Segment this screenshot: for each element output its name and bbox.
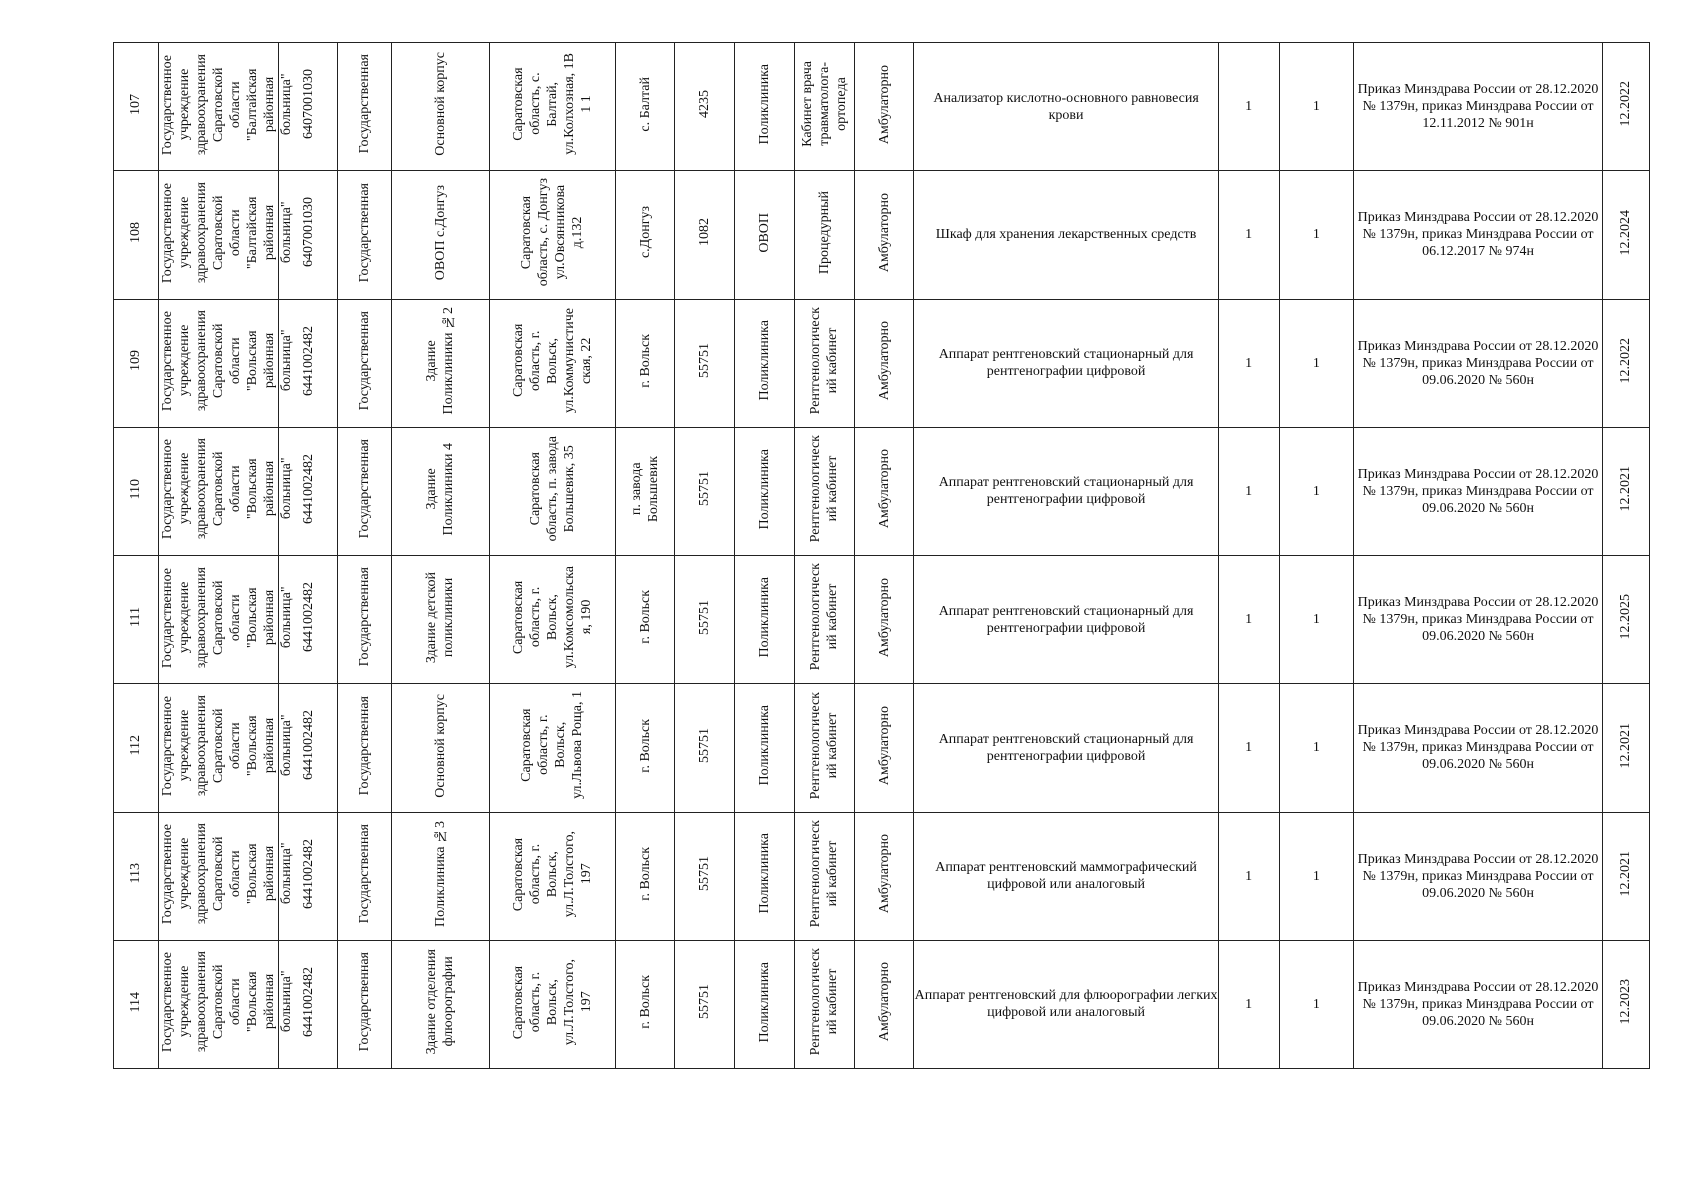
equipment-text: Аппарат рентгеновский стационарный для рентгенографии цифровой <box>938 347 1194 380</box>
ownership-text: Государственная <box>356 823 372 924</box>
cell-care <box>854 684 914 812</box>
room-text: Рентгенологическ ий кабинет <box>808 948 841 1056</box>
care-text: Амбулаторно <box>876 192 892 272</box>
care-text: Амбулаторно <box>876 962 892 1042</box>
equipment-text: Аппарат рентгеновский для флюорографии легких цифровой или аналоговый <box>914 988 1218 1021</box>
cell-address <box>489 299 615 427</box>
cell-room <box>794 812 854 940</box>
care-text: Амбулаторно <box>876 64 892 144</box>
num-text: 113 <box>128 863 144 884</box>
unit-type-text: Поликлиника <box>757 576 773 658</box>
cell-date <box>1602 299 1649 427</box>
cell-room <box>794 43 854 171</box>
cell-qty-plan <box>1279 427 1354 555</box>
inn-text: 6441002482 <box>300 838 316 909</box>
qty-plan-text: 1 <box>1312 868 1320 884</box>
order-text: Приказ Минздрава России от 28.12.2020 № 1379н, приказ Минздрава России от 09.06.2020 № 560н <box>1357 979 1599 1029</box>
cell-qty-plan <box>1279 299 1354 427</box>
org-text: Государственное учреждение здравоохранения Саратовской области "Балтайская районная больница" <box>159 181 294 283</box>
cell-ownership <box>338 43 391 171</box>
date-text: 12.2021 <box>1618 466 1634 512</box>
cell-population <box>675 299 735 427</box>
building-text: Здание Поликлиники 4 <box>424 442 457 536</box>
org-text: Государственное учреждение здравоохранения Саратовской области "Вольская районная больница" <box>159 566 294 668</box>
org-text: Государственное учреждение здравоохранения Саратовской области "Вольская районная больница" <box>159 694 294 796</box>
qty-plan-text: 1 <box>1312 996 1320 1012</box>
locality-text: г. Вольск <box>637 975 653 1029</box>
cell-num <box>114 43 159 171</box>
date-text: 12.2024 <box>1618 209 1634 256</box>
num-text: 111 <box>128 607 144 628</box>
cell-unit-type <box>735 171 795 299</box>
table-row <box>114 684 1650 812</box>
num-text: 107 <box>128 93 144 115</box>
cell-ownership <box>338 684 391 812</box>
num-text: 112 <box>128 735 144 756</box>
care-text: Амбулаторно <box>876 321 892 401</box>
date-text: 12.2022 <box>1618 81 1634 127</box>
cell-care <box>854 812 914 940</box>
cell-num <box>114 940 159 1068</box>
equipment-text: Аппарат рентгеновский маммографический цифровой или аналоговый <box>935 860 1197 893</box>
order-text: Приказ Минздрава России от 28.12.2020 № 1379н, приказ Минздрава России от 09.06.2020 № 560н <box>1357 466 1599 516</box>
qty-plan-text: 1 <box>1312 612 1320 628</box>
table-row <box>114 299 1650 427</box>
table-row <box>114 940 1650 1068</box>
cell-equipment <box>914 684 1218 812</box>
table-row <box>114 812 1650 940</box>
cell-date <box>1602 171 1649 299</box>
room-text: Рентгенологическ ий кабинет <box>808 306 841 415</box>
cell-order <box>1354 684 1603 812</box>
order-text: Приказ Минздрава России от 28.12.2020 № 1379н, приказ Минздрава России от 09.06.2020 № 560н <box>1357 851 1599 901</box>
cell-qty-need <box>1218 43 1279 171</box>
cell-unit-type <box>735 684 795 812</box>
cell-room <box>794 556 854 684</box>
room-text: Рентгенологическ ий кабинет <box>808 819 841 928</box>
cell-org <box>158 812 294 940</box>
room-text: Процедурный <box>816 190 832 274</box>
cell-num <box>114 171 159 299</box>
locality-text: г. Вольск <box>637 590 653 644</box>
cell-room <box>794 171 854 299</box>
cell-building <box>391 427 489 555</box>
address-text: Саратовская область, г. Вольск, ул.Львова Роща, 1 <box>519 691 586 800</box>
population-text: 55751 <box>697 471 713 507</box>
cell-num <box>114 812 159 940</box>
cell-qty-need <box>1218 940 1279 1068</box>
num-text: 108 <box>128 221 144 243</box>
qty-plan-text: 1 <box>1312 483 1320 499</box>
qty-plan-text: 1 <box>1312 740 1320 756</box>
building-text: Здание детской поликлиники <box>424 571 457 663</box>
cell-care <box>854 171 914 299</box>
cell-qty-need <box>1218 299 1279 427</box>
order-text: Приказ Минздрава России от 28.12.2020 № 1379н, приказ Минздрава России от 09.06.2020 № 560н <box>1357 595 1599 645</box>
building-text: Здание отделения флюорографии <box>424 949 457 1055</box>
unit-type-text: Поликлиника <box>757 833 773 914</box>
unit-type-text: Поликлиника <box>757 448 773 530</box>
org-text: Государственное учреждение здравоохранения Саратовской области "Балтайская районная больница" <box>159 53 294 155</box>
cell-locality <box>615 299 675 427</box>
cell-org <box>158 43 294 171</box>
locality-text: г. Вольск <box>637 333 653 388</box>
cell-equipment <box>914 299 1218 427</box>
unit-type-text: ОВОП <box>757 212 773 253</box>
date-text: 12.2021 <box>1618 850 1634 897</box>
cell-ownership <box>338 556 391 684</box>
cell-date <box>1602 940 1649 1068</box>
equipment-text: Аппарат рентгеновский стационарный для рентгенографии цифровой <box>938 603 1194 636</box>
room-text: Рентгенологическ ий кабинет <box>808 435 841 543</box>
locality-text: г. Вольск <box>637 846 653 901</box>
table-body <box>114 43 1650 1069</box>
address-text: Саратовская область, с. Донгуз ул.Овсянникова д.132 <box>519 178 586 287</box>
cell-equipment <box>914 556 1218 684</box>
ownership-text: Государственная <box>356 952 372 1052</box>
cell-ownership <box>338 812 391 940</box>
qty-need-text: 1 <box>1245 996 1253 1012</box>
care-text: Амбулаторно <box>876 577 892 657</box>
date-text: 12.2022 <box>1618 337 1634 384</box>
order-text: Приказ Минздрава России от 28.12.2020 № 1379н, приказ Минздрава России от 12.11.2012 № 901н <box>1357 82 1599 132</box>
cell-qty-need <box>1218 684 1279 812</box>
qty-plan-text: 1 <box>1312 355 1320 371</box>
unit-type-text: Поликлиника <box>757 63 773 145</box>
population-text: 1082 <box>697 218 713 247</box>
cell-qty-need <box>1218 171 1279 299</box>
cell-care <box>854 43 914 171</box>
unit-type-text: Поликлиника <box>757 705 773 786</box>
population-text: 55751 <box>697 343 713 379</box>
unit-type-text: Поликлиника <box>757 961 773 1043</box>
equipment-table <box>113 42 1650 1069</box>
cell-population <box>675 812 735 940</box>
cell-date <box>1602 684 1649 812</box>
inn-text: 6441002482 <box>300 582 316 653</box>
qty-need-text: 1 <box>1245 740 1253 756</box>
cell-qty-need <box>1218 427 1279 555</box>
population-text: 55751 <box>697 599 713 635</box>
equipment-text: Аппарат рентгеновский стационарный для рентгенографии цифровой <box>938 731 1194 764</box>
cell-address <box>489 556 615 684</box>
cell-unit-type <box>735 43 795 171</box>
cell-building <box>391 299 489 427</box>
qty-need-text: 1 <box>1245 483 1253 499</box>
cell-qty-plan <box>1279 812 1354 940</box>
cell-equipment <box>914 43 1218 171</box>
ownership-text: Государственная <box>356 182 372 283</box>
equipment-text: Аппарат рентгеновский стационарный для рентгенографии цифровой <box>938 475 1194 508</box>
cell-num <box>114 684 159 812</box>
population-text: 55751 <box>697 984 713 1020</box>
room-text: Рентгенологическ ий кабинет <box>808 563 841 671</box>
locality-text: с.Донгуз <box>637 206 653 259</box>
cell-equipment <box>914 427 1218 555</box>
cell-building <box>391 556 489 684</box>
cell-locality <box>615 812 675 940</box>
cell-building <box>391 812 489 940</box>
table-row <box>114 556 1650 684</box>
cell-address <box>489 940 615 1068</box>
address-text: Саратовская область, г. Вольск, ул.Коммунистиче ская, 22 <box>510 308 594 414</box>
cell-qty-plan <box>1279 43 1354 171</box>
table-row <box>114 43 1650 171</box>
building-text: Основной корпус <box>432 693 448 798</box>
date-text: 12.2025 <box>1618 594 1634 640</box>
equipment-text: Шкаф для хранения лекарственных средств <box>935 227 1197 243</box>
cell-org <box>158 556 294 684</box>
cell-num <box>114 556 159 684</box>
cell-org <box>158 427 294 555</box>
cell-unit-type <box>735 427 795 555</box>
table-row <box>114 171 1650 299</box>
inn-text: 6441002482 <box>300 966 316 1037</box>
cell-room <box>794 684 854 812</box>
cell-date <box>1602 556 1649 684</box>
cell-population <box>675 556 735 684</box>
cell-unit-type <box>735 812 795 940</box>
address-text: Саратовская область, г. Вольск, ул.Л.Толстого, 197 <box>510 958 594 1045</box>
inn-text: 6441002482 <box>300 325 316 396</box>
cell-num <box>114 427 159 555</box>
cell-locality <box>615 171 675 299</box>
cell-org <box>158 299 294 427</box>
cell-org <box>158 940 294 1068</box>
population-text: 55751 <box>697 727 713 763</box>
cell-num <box>114 299 159 427</box>
qty-plan-text: 1 <box>1312 99 1320 115</box>
building-text: ОВОП с.Донгуз <box>432 184 448 280</box>
address-text: Саратовская область, с. Балтай, ул.Колхозная, 1В 1 1 <box>510 53 594 156</box>
locality-text: г. Вольск <box>637 718 653 773</box>
locality-text: п. завода Большевик <box>629 455 662 522</box>
num-text: 110 <box>128 478 144 500</box>
cell-building <box>391 43 489 171</box>
num-text: 109 <box>128 350 144 372</box>
cell-unit-type <box>735 299 795 427</box>
cell-qty-plan <box>1279 171 1354 299</box>
org-text: Государственное учреждение здравоохранения Саратовской области "Вольская районная больница" <box>159 310 294 412</box>
room-text: Рентгенологическ ий кабинет <box>808 691 841 800</box>
unit-type-text: Поликлиника <box>757 320 773 401</box>
cell-population <box>675 684 735 812</box>
order-text: Приказ Минздрава России от 28.12.2020 № 1379н, приказ Минздрава России от 09.06.2020 № 560н <box>1357 338 1599 388</box>
ownership-text: Государственная <box>356 695 372 796</box>
cell-equipment <box>914 940 1218 1068</box>
cell-ownership <box>338 299 391 427</box>
cell-qty-plan <box>1279 684 1354 812</box>
qty-need-text: 1 <box>1245 355 1253 371</box>
cell-locality <box>615 43 675 171</box>
cell-unit-type <box>735 556 795 684</box>
cell-locality <box>615 940 675 1068</box>
cell-locality <box>615 684 675 812</box>
num-text: 114 <box>128 991 144 1013</box>
ownership-text: Государственная <box>356 439 372 539</box>
cell-ownership <box>338 171 391 299</box>
ownership-text: Государственная <box>356 310 372 411</box>
cell-care <box>854 556 914 684</box>
qty-need-text: 1 <box>1245 99 1253 115</box>
cell-qty-plan <box>1279 940 1354 1068</box>
cell-order <box>1354 299 1603 427</box>
cell-address <box>489 427 615 555</box>
inn-text: 6407001030 <box>300 197 316 268</box>
date-text: 12.2023 <box>1618 979 1634 1025</box>
room-text: Кабинет врача травматолога- ортопеда <box>799 61 849 148</box>
order-text: Приказ Минздрава России от 28.12.2020 № 1379н, приказ Минздрава России от 06.12.2017 № 974н <box>1357 210 1599 260</box>
cell-order <box>1354 427 1603 555</box>
qty-need-text: 1 <box>1245 868 1253 884</box>
cell-order <box>1354 171 1603 299</box>
table-row <box>114 427 1650 555</box>
cell-population <box>675 171 735 299</box>
building-text: Поликлиника №3 <box>432 820 448 927</box>
cell-address <box>489 812 615 940</box>
date-text: 12.2021 <box>1618 722 1634 769</box>
cell-order <box>1354 812 1603 940</box>
cell-ownership <box>338 940 391 1068</box>
inn-text: 6441002482 <box>300 453 316 524</box>
cell-equipment <box>914 812 1218 940</box>
cell-address <box>489 171 615 299</box>
cell-building <box>391 940 489 1068</box>
cell-equipment <box>914 171 1218 299</box>
cell-order <box>1354 556 1603 684</box>
ownership-text: Государственная <box>356 567 372 667</box>
locality-text: с. Балтай <box>637 76 653 132</box>
order-text: Приказ Минздрава России от 28.12.2020 № 1379н, приказ Минздрава России от 09.06.2020 № 560н <box>1357 723 1599 773</box>
cell-address <box>489 684 615 812</box>
care-text: Амбулаторно <box>876 449 892 529</box>
qty-plan-text: 1 <box>1312 227 1320 243</box>
cell-address <box>489 43 615 171</box>
cell-care <box>854 940 914 1068</box>
cell-population <box>675 427 735 555</box>
care-text: Амбулаторно <box>876 705 892 785</box>
cell-org <box>158 171 294 299</box>
population-text: 4235 <box>697 90 713 119</box>
cell-building <box>391 171 489 299</box>
org-text: Государственное учреждение здравоохранения Саратовской области "Вольская районная больница" <box>159 951 294 1053</box>
qty-need-text: 1 <box>1245 227 1253 243</box>
address-text: Саратовская область, г. Вольск, ул.Л.Толстого, 197 <box>510 830 594 917</box>
inn-text: 6407001030 <box>300 69 316 140</box>
ownership-text: Государственная <box>356 54 372 154</box>
equipment-text: Анализатор кислотно-основного равновесия крови <box>933 90 1199 123</box>
cell-date <box>1602 812 1649 940</box>
cell-ownership <box>338 427 391 555</box>
address-text: Саратовская область, г. Вольск, ул.Комсомольска я, 190 <box>510 566 594 669</box>
cell-date <box>1602 427 1649 555</box>
cell-locality <box>615 427 675 555</box>
cell-qty-plan <box>1279 556 1354 684</box>
building-text: Здание Поликлиники №2 <box>424 306 457 415</box>
cell-room <box>794 299 854 427</box>
org-text: Государственное учреждение здравоохранения Саратовской области "Вольская районная больница" <box>159 823 294 925</box>
building-text: Основной корпус <box>432 52 448 156</box>
cell-order <box>1354 940 1603 1068</box>
qty-need-text: 1 <box>1245 612 1253 628</box>
cell-room <box>794 940 854 1068</box>
population-text: 55751 <box>697 856 713 892</box>
cell-building <box>391 684 489 812</box>
cell-care <box>854 299 914 427</box>
cell-qty-need <box>1218 812 1279 940</box>
cell-org <box>158 684 294 812</box>
address-text: Саратовская область, п. завода Большевик, 35 <box>527 436 577 542</box>
cell-unit-type <box>735 940 795 1068</box>
org-text: Государственное учреждение здравоохранения Саратовской области "Вольская районная больница" <box>159 438 294 540</box>
cell-qty-need <box>1218 556 1279 684</box>
cell-population <box>675 43 735 171</box>
cell-order <box>1354 43 1603 171</box>
cell-date <box>1602 43 1649 171</box>
inn-text: 6441002482 <box>300 710 316 781</box>
cell-room <box>794 427 854 555</box>
cell-locality <box>615 556 675 684</box>
care-text: Амбулаторно <box>876 834 892 914</box>
cell-care <box>854 427 914 555</box>
cell-population <box>675 940 735 1068</box>
